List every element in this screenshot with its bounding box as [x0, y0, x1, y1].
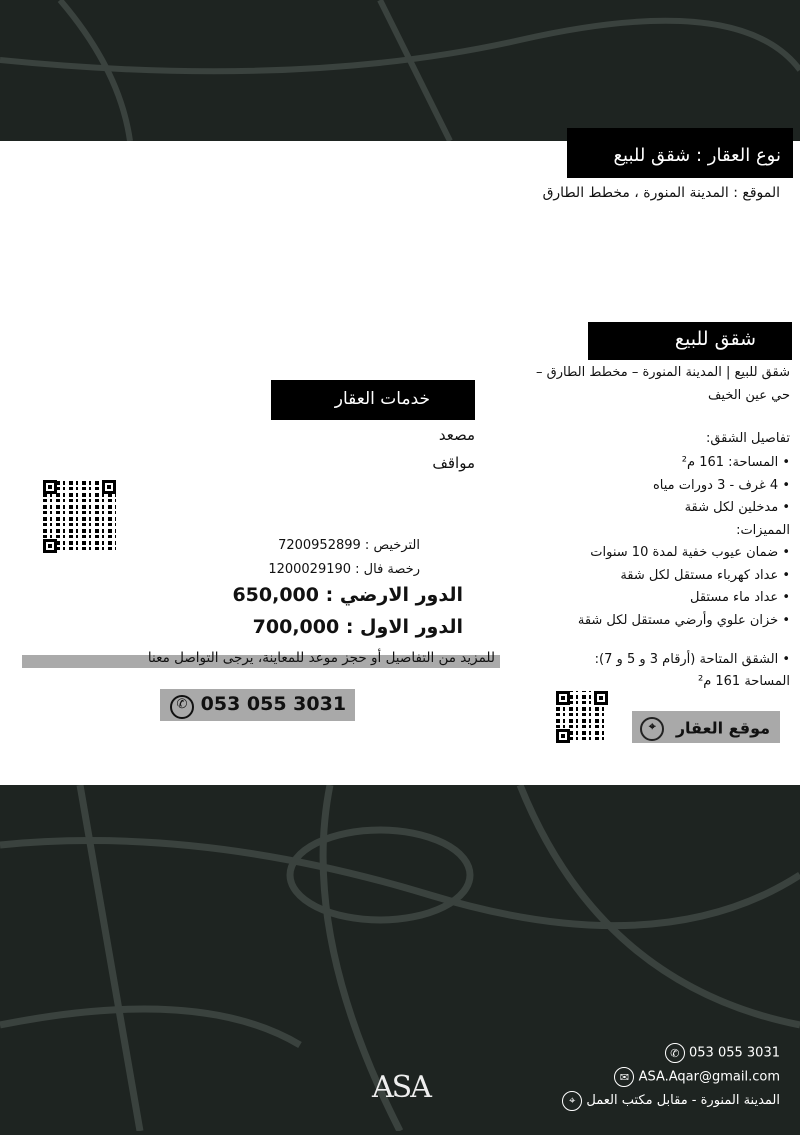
- service-item: مواقف: [432, 454, 475, 472]
- qr-code: [43, 480, 116, 553]
- detail-item: • 4 غرف - 3 دورات مياه: [652, 477, 790, 493]
- footer-phone[interactable]: [665, 1043, 780, 1063]
- footer-address-text: المدينة المنورة - مقابل مكتب العمل: [586, 1093, 780, 1108]
- footer-email[interactable]: [614, 1067, 780, 1087]
- available-units: • الشقق المتاحة (أرقام 3 و 5 و 7):: [594, 652, 790, 667]
- location-qr-code: [556, 691, 608, 743]
- location-text: الموقع : المدينة المنورة ، مخطط الطارق: [542, 185, 780, 201]
- ground-floor-price: الدور الارضي : 650,000: [232, 584, 463, 606]
- footer-address: [562, 1091, 780, 1111]
- feature-item: • عداد ماء مستقل: [690, 590, 790, 605]
- footer-email-text: ASA.Aqar@gmail.com: [638, 1069, 780, 1085]
- fal-license: رخصة فال : 1200029190: [268, 562, 420, 577]
- available-area: المساحة 161 م²: [697, 674, 790, 689]
- location-pin-icon: ⌖: [640, 717, 664, 741]
- location-button-label: موقع العقار: [675, 718, 770, 738]
- feature-item: • عداد كهرباء مستقل لكل شقة: [620, 567, 790, 583]
- details-list: [578, 452, 790, 632]
- detail-item: • المساحة: 161 م²: [681, 455, 790, 470]
- first-floor-price: الدور الاول : 700,000: [252, 616, 463, 638]
- property-location-button[interactable]: [632, 711, 780, 743]
- property-type-banner: نوع العقار : شقق للبيع: [567, 128, 793, 178]
- detail-item: • مدخلين لكل شقة: [684, 500, 790, 515]
- asa-logo: ASA: [372, 1070, 430, 1105]
- service-item: مصعد: [438, 426, 475, 444]
- features-heading: المميزات:: [736, 522, 790, 538]
- email-icon: ✉: [614, 1067, 634, 1087]
- feature-item: • خزان علوي وأرضي مستقل لكل شقة: [577, 612, 790, 628]
- map-background-top: [0, 0, 800, 141]
- listing-subtitle: شقق للبيع | المدينة المنورة – مخطط الطارق –: [536, 365, 790, 380]
- services-title: خدمات العقار: [271, 380, 475, 420]
- feature-item: • ضمان عيوب خفية لمدة 10 سنوات: [590, 545, 790, 560]
- footer-phone-text: 053 055 3031: [689, 1045, 780, 1061]
- phone-icon: ✆: [665, 1043, 685, 1063]
- phone-button[interactable]: [160, 689, 355, 721]
- contact-note: للمزيد من التفاصيل أو حجز موعد للمعاينة، يرجى التواصل معنا: [147, 650, 495, 666]
- location-pin-icon: ⌖: [562, 1091, 582, 1111]
- listing-subtitle-district: حي عين الخيف: [707, 388, 790, 403]
- details-heading: تفاصيل الشقق:: [705, 431, 790, 446]
- phone-icon: ✆: [170, 695, 194, 719]
- phone-number: 053 055 3031: [200, 693, 347, 715]
- license-number: الترخيص : 7200952899: [278, 538, 420, 553]
- listing-title: شقق للبيع: [588, 322, 792, 360]
